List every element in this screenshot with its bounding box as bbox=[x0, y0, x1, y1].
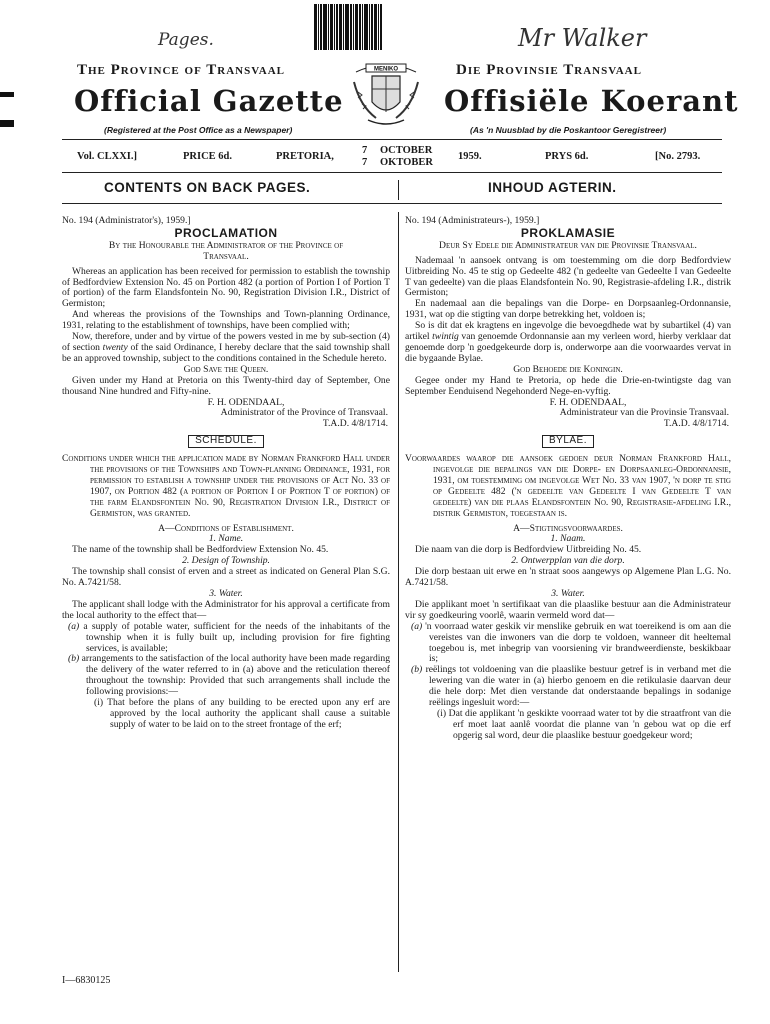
afrikaans-notice-number: No. 194 (Administrateurs-), 1959.] bbox=[405, 215, 540, 226]
issue-place: PRETORIA, bbox=[276, 151, 334, 162]
handwritten-note-right: Mr Walker bbox=[518, 24, 647, 52]
afrikaans-gazette-title: Offisiële Koerant bbox=[444, 84, 739, 118]
afrikaans-schedule-heading: BYLAE. bbox=[405, 435, 731, 448]
english-text-design: The township shall consist of erven and a street as indicated on General Plan S.G. No. A.7421/58. bbox=[62, 566, 390, 589]
afrikaans-heading-design: 2. Ontwerpplan van die dorp. bbox=[511, 555, 625, 567]
english-item-b: (b) arrangements to the satisfaction of the local authority have been made regarding the delivery of the water referred to in (a) above and the reticulation thereof throughout the township: Provided that such arrangements shall include the following provisions:— bbox=[68, 653, 390, 698]
english-god-save: God Save the Queen. bbox=[183, 363, 269, 375]
crest-ribbon-text: MENIKO bbox=[374, 66, 398, 73]
afrikaans-given: Gegee onder my Hand te Pretoria, op hede die Drie-en-twintigste dag van September Eenduisend Negehonderd Nege-en-vyftig. bbox=[405, 374, 731, 397]
english-by-line: By the Honourable the Administrator of the Province of Transvaal. bbox=[108, 239, 344, 262]
english-text-water: The applicant shall lodge with the Administrator for his approval a certificate from the local authority to the effect that— bbox=[62, 598, 390, 621]
english-signatory: F. H. ODENDAAL, bbox=[207, 396, 285, 408]
issue-year: 1959. bbox=[458, 151, 482, 162]
barcode-sticker bbox=[314, 4, 392, 50]
afrikaans-conditions-intro: Voorwaardes waarop die aansoek gedoen deur Norman Frankford Hall, ingevolge die bepalings van die Dorpe- en Dorpsaanleg-Ordonnansie, 1931, om toestemming om ingevolge Wet No. 33 van 1907, 'n dorp te stig op Gedeelte 482 ('n gedeelte van Gedeelte I van Gedeelte T van gedeelte) van die plaas Elandsfontein No. 90, Registrasie-afdeling I.R., distrik Germiston, toegestaan is. bbox=[405, 453, 731, 519]
english-item-a: (a) a supply of potable water, sufficient for the needs of the inhabitants of the township when it is fully built up, including provision for fire fighting services, is available; bbox=[68, 620, 391, 654]
english-para-and-whereas: And whereas the provisions of the Townships and Town-planning Ordinance, 1931, relating to the establishment of townships, have been complied with; bbox=[62, 309, 390, 332]
column-divider bbox=[398, 212, 399, 972]
issue-bottom-rule bbox=[62, 172, 722, 173]
coat-of-arms-crest bbox=[348, 52, 424, 130]
english-reference: T.A.D. 4/8/1714. bbox=[322, 418, 388, 430]
english-heading-water: 3. Water. bbox=[209, 588, 243, 599]
contents-bottom-rule bbox=[62, 203, 722, 204]
afrikaans-by-line: Deur Sy Edele die Administrateur van die Provinsie Transvaal. bbox=[439, 239, 697, 251]
afrikaans-para-nademaal: Nademaal 'n aansoek ontvang is om toestemming om die dorp Bedfordview Uitbreiding No. 45 te stig op Gedeelte 482 ('n gedeelte van Gedeelte I van Gedeelte T van gedeelte) van die plaas Elandsfontein No. 90, Registrasie-afdeling I.R., distrik Germiston; bbox=[405, 254, 731, 299]
english-gazette-title: Official Gazette bbox=[74, 84, 344, 118]
afrikaans-text-name: Die naam van die dorp is Bedfordview Uitbreiding No. 45. bbox=[415, 544, 642, 556]
english-heading-design: 2. Design of Township. bbox=[182, 555, 270, 567]
afrikaans-para-so-is-dit: So is dit dat ek kragtens en ingevolge die bevoegdhede wat by subartikel (4) van artikel twintig van genoemde Ordonnansie aan my verleen word, hierby verklaar dat genoemde dorp 'n goedgekeurde dorp is, onderworpe aan die voorwaardes vervat in die bygaande Bylae. bbox=[405, 320, 731, 364]
scan-mark bbox=[0, 92, 14, 97]
afrikaans-item-i: (i) Dat die applikant 'n geskikte voorraad water tot by die straatfront van die erf moet laat aanlê voordat die planne van 'n gebou wat op die erf opgerig sal word, deur die plaaslike bestuur goedgekeur word; bbox=[437, 707, 732, 741]
english-conditions-intro: Conditions under which the application made by Norman Frankford Hall under the provisions of the Townships and Town-planning Ordinance, 1931, for permission to establish a township under the provisions of Act No. 33 of 1907, on Portion 482 (a portion of Portion I of Portion T of portion) of the farm Elandsfontein No. 90, Registration Division I.R., District of Germiston, was granted. bbox=[62, 453, 390, 519]
english-text-name: The name of the township shall be Bedfordview Extension No. 45. bbox=[72, 544, 329, 556]
english-notice-number: No. 194 (Administrator's), 1959.] bbox=[62, 215, 191, 226]
afrikaans-province-title: Die Provinsie Transvaal bbox=[456, 62, 642, 78]
issue-top-rule bbox=[62, 139, 722, 140]
issue-month-afrikaans: OKTOBER bbox=[380, 157, 433, 168]
english-heading-name: 1. Name. bbox=[208, 533, 244, 545]
english-para-whereas: Whereas an application has been received for permission to establish the township of Bedfordview Extension No. 45 on Portion 482 (a portion of Portion I of Portion T of portion) of the farm Elandsfontein No. 90, Registration Division I.R., District of Germiston; bbox=[62, 265, 390, 310]
afrikaans-column bbox=[405, 216, 731, 742]
afrikaans-signatory-title: Administrateur van die Provinsie Transvaal. bbox=[559, 407, 729, 419]
contents-divider bbox=[398, 180, 399, 200]
price-english: PRICE 6d. bbox=[183, 151, 233, 162]
afrikaans-registration-note: (As 'n Nuusblad by die Poskantoor Geregistreer) bbox=[470, 125, 667, 135]
contents-afrikaans: INHOUD AGTERIN. bbox=[488, 180, 617, 195]
english-column bbox=[62, 216, 390, 731]
english-given: Given under my Hand at Pretoria on this Twenty-third day of September, One thousand Nine hundred and Fifty-nine. bbox=[62, 374, 390, 397]
issue-day-english: 7 bbox=[362, 145, 368, 156]
afrikaans-proclamation-heading: PROKLAMASIE bbox=[520, 225, 616, 240]
issue-number: [No. 2793. bbox=[655, 151, 701, 162]
afrikaans-heading-name: 1. Naam. bbox=[550, 533, 586, 545]
english-section-a: A—Conditions of Establishment. bbox=[158, 522, 294, 534]
afrikaans-heading-water: 3. Water. bbox=[551, 588, 585, 599]
volume-number: Vol. CLXXI.] bbox=[77, 151, 137, 162]
english-para-now-therefore: Now, therefore, under and by virtue of the powers vested in me by sub-section (4) of section twenty of the said Ordinance, I hereby declare that the said township shall be an approved township, subject to the conditions contained in the Schedule hereto. bbox=[62, 331, 390, 364]
english-proclamation-heading: PROCLAMATION bbox=[174, 225, 278, 240]
contents-english: CONTENTS ON BACK PAGES. bbox=[104, 180, 311, 195]
afrikaans-reference: T.A.D. 4/8/1714. bbox=[663, 418, 729, 430]
issue-month-english: OCTOBER bbox=[380, 145, 433, 156]
english-item-i: (i) That before the plans of any building to be erected upon any erf are approved by the local authority the applicant shall cause a suitable supply of water to be laid on to the street frontage of the erf; bbox=[94, 697, 390, 730]
afrikaans-text-design: Die dorp bestaan uit erwe en 'n straat soos aangewys op Algemene Plan L.G. No. A.7421/58. bbox=[405, 566, 731, 589]
afrikaans-text-water: Die applikant moet 'n sertifikaat van die plaaslike bestuur aan die Administrateur vir sy goedkeuring voorlê, waarin vermeld word dat— bbox=[405, 598, 731, 621]
print-reference-footer: I—6830125 bbox=[62, 975, 111, 986]
afrikaans-section-a: A—Stigtingsvoorwaardes. bbox=[513, 522, 623, 534]
english-province-title: The Province of Transvaal bbox=[77, 62, 285, 78]
afrikaans-para-en-nademaal: En nademaal aan die bepalings van die Dorpe- en Dorpsaanleg-Ordonnansie, 1931, wat op die stigting van dorpe betrekking het, voldoen is; bbox=[405, 298, 731, 321]
issue-day-afrikaans: 7 bbox=[362, 157, 368, 168]
english-registration-note: (Registered at the Post Office as a Newspaper) bbox=[104, 125, 293, 135]
scan-mark bbox=[0, 120, 14, 127]
afrikaans-item-a: (a) 'n voorraad water geskik vir menslike gebruik en wat toereikend is om aan die vereistes van die inwoners van die dorp te voldoen, wanneer dit heeltemal toegebou is, met inbegrip van voorsiening vir brandweerdienste, beskikbaar is; bbox=[411, 620, 731, 665]
english-schedule-heading: SCHEDULE. bbox=[62, 435, 390, 448]
afrikaans-signatory: F. H. ODENDAAL, bbox=[549, 396, 627, 408]
afrikaans-item-b: (b) reëlings tot voldoening van die plaaslike bestuur getref is in verband met die lewering van die water in (a) hierbo genoem en die retikulasie daarvan deur die hele dorp: Met dien verstande dat onderstaande bepalings in sodanige reëlings ingesluit word:— bbox=[411, 664, 731, 709]
price-afrikaans: PRYS 6d. bbox=[545, 151, 589, 162]
afrikaans-god-behoede: God Behoede die Koningin. bbox=[513, 363, 623, 375]
handwritten-note-left: Pages. bbox=[158, 30, 214, 50]
english-signatory-title: Administrator of the Province of Transvaal. bbox=[220, 407, 388, 419]
